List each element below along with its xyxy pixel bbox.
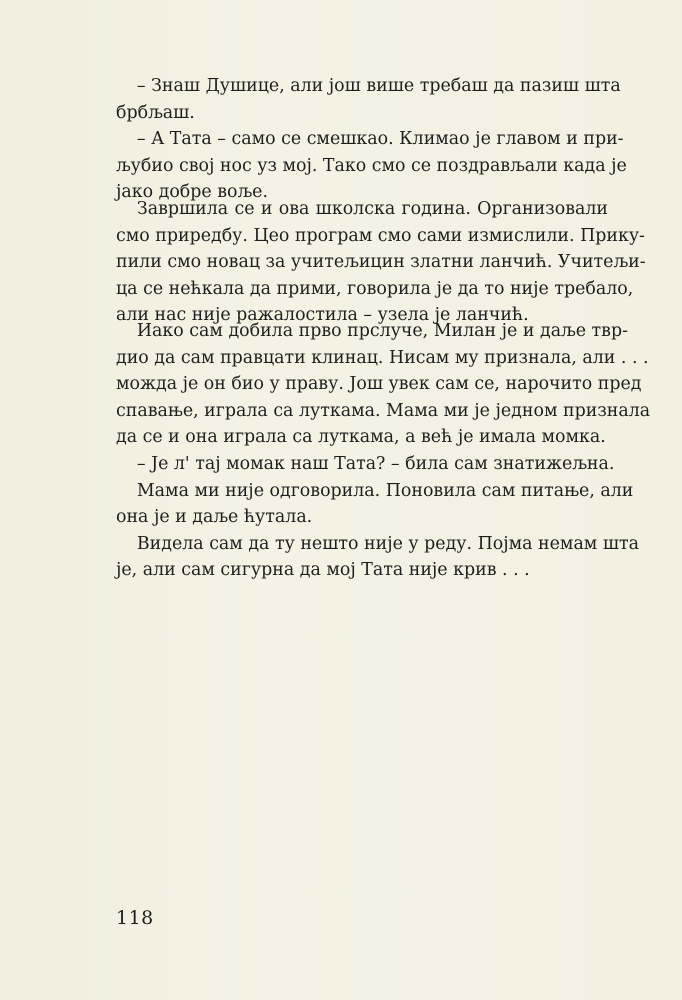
paragraph-group-2 xyxy=(116,196,646,329)
text-line: она је и даље ћутала. xyxy=(116,507,313,528)
page-number: 118 xyxy=(116,907,154,929)
text-line: Иако сам добила прво прслуче, Милан је и даље твр- xyxy=(136,321,628,341)
text-line: спавање, играла са луткама. Мама ми је једном признала xyxy=(116,400,651,421)
text-line: – Знаш Душице, али још више требаш да пазиш шта xyxy=(136,76,621,96)
paragraph-group-1 xyxy=(116,73,627,206)
text-line: љубио свој нос уз мој. Тако смо се поздрављали када је xyxy=(116,155,627,176)
text-line: брбљаш. xyxy=(116,102,195,123)
text-line: Завршила се и ова школска година. Организовали xyxy=(136,199,608,219)
text-line: да се и она играла са луткама, а већ је имала момка. xyxy=(116,427,606,448)
text-line: је, али сам сигурна да мој Тата није крив . . . xyxy=(116,560,530,581)
text-line: можда је он био у праву. Још увек сам се, нарочито пред xyxy=(116,374,642,395)
text-line: ца се нећкала да прими, говорила је да то није требало, xyxy=(116,278,634,299)
paragraph-group-3 xyxy=(116,318,651,584)
text-line: јако добре воље. xyxy=(116,182,268,203)
text-line: – А Тата – само се смешкао. Климао је главом и при- xyxy=(136,129,624,150)
text-line: Мама ми није одговорила. Поновила сам питање, али xyxy=(136,480,634,501)
text-line: Видела сам да ту нешто није у реду. Појма немам шта xyxy=(136,533,640,554)
text-line: пили смо новац за учитељицин златни ланчић. Учитељи- xyxy=(116,252,646,273)
text-line: али нас није ражалостила – узела је ланчић. xyxy=(116,305,529,326)
text-line: – Је л' тај момак наш Тата? – била сам знатижељна. xyxy=(136,453,615,474)
text-line: смо приредбу. Цео програм смо сами измислили. Прику- xyxy=(116,225,645,246)
text-line: дио да сам правцати клинац. Нисам му признала, али . . . xyxy=(116,347,649,368)
